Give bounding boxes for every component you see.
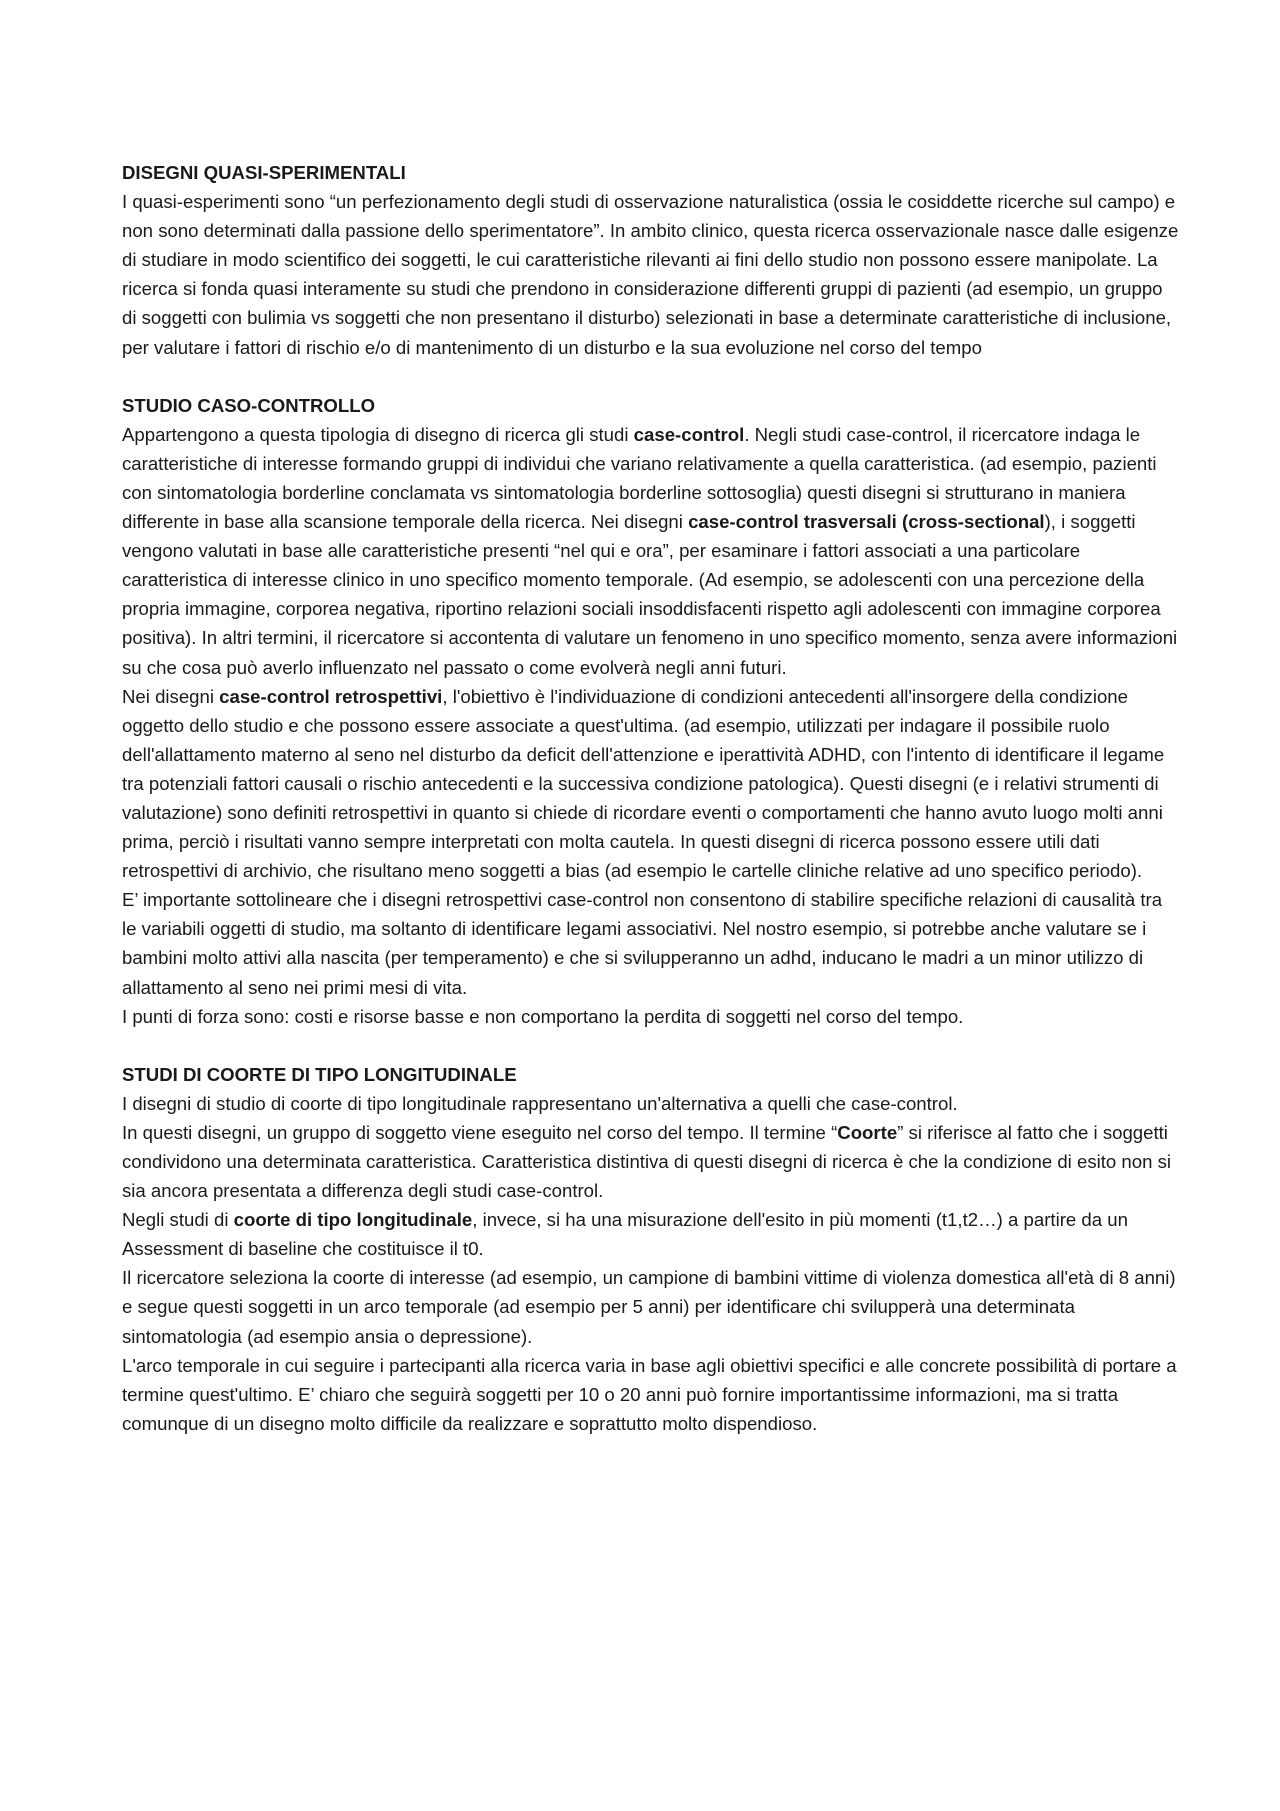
section-coorte-longitudinale bbox=[122, 1060, 1180, 1438]
bold-term: case-control trasversali (cross-sectional bbox=[688, 511, 1045, 533]
text-run: Appartengono a questa tipologia di disegno di ricerca gli studi bbox=[122, 423, 634, 445]
bold-term: case-control retrospettivi bbox=[219, 685, 443, 707]
text-run: Negli studi di bbox=[122, 1209, 234, 1231]
section-quasi-sperimentali bbox=[122, 158, 1180, 362]
text-run: , l'obiettivo è l'individuazione di condizioni antecedenti all'insorgere della condizione oggetto dello studio e che possono essere associate a quest'ultima. (ad esempio, utilizzati per indagare il possibile ruolo dell'allattamento materno al seno nel disturbo da deficit dell'attenzione e iperattività ADHD, con l'intento di identificare il legame tra potenziali fattori causali o rischio antecedenti e la successiva condizione patologica). Questi disegni (e i relativi strumenti di valutazione) sono definiti retrospettivi in quanto si chiede di ricordare eventi o comportamenti che hanno avuto luogo molti anni prima, perciò i risultati vanno sempre interpretati con molta cautela. In questi disegni di ricerca possono essere utili dati retrospettivi di archivio, che risultano meno soggetti a bias (ad esempio le cartelle cliniche relative ad uno specifico periodo). bbox=[122, 685, 1165, 882]
section-heading: DISEGNI QUASI-SPERIMENTALI bbox=[122, 162, 406, 183]
text-run: I quasi-esperimenti sono “un perfezionamento degli studi di osservazione naturalistica (ossia le cosiddette ricerche sul campo) e non sono determinati dalla passione dello sperimentatore”. In ambito clinico, questa ricerca osservazionale nasce dalle esigenze di studiare in modo scientifico dei soggetti, le cui caratteristiche rilevanti ai fini dello studio non possono essere manipolate. La ricerca si fonda quasi interamente su studi che prendono in considerazione differenti gruppi di pazienti (ad esempio, un gruppo di soggetti con bulimia vs soggetti che non presentano il disturbo) selezionati in base a determinate caratteristiche di inclusione, per valutare i fattori di rischio e/o di mantenimento di un disturbo e la sua evoluzione nel corso del tempo bbox=[122, 191, 1179, 358]
paragraph bbox=[122, 1351, 1180, 1438]
section-heading: STUDI DI COORTE DI TIPO LONGITUDINALE bbox=[122, 1063, 517, 1085]
paragraph bbox=[122, 885, 1180, 1001]
text-run: , invece, si ha una misurazione dell'esito in più momenti (t1,t2…) a partire da un Assessment di baseline che costituisce il t0. bbox=[122, 1209, 1128, 1260]
paragraph bbox=[122, 1002, 1180, 1031]
paragraph bbox=[122, 187, 1180, 362]
text-run: L'arco temporale in cui seguire i partecipanti alla ricerca varia in base agli obiettivi specifici e alle concrete possibilità di portare a termine quest'ultimo. E’ chiaro che seguirà soggetti per 10 o 20 anni può fornire importantissime informazioni, ma si tratta comunque di un disegno molto difficile da realizzare e soprattutto molto dispendioso. bbox=[122, 1354, 1177, 1434]
text-run: Nei disegni bbox=[122, 685, 220, 707]
section-heading: STUDIO CASO-CONTROLLO bbox=[122, 394, 376, 416]
paragraph bbox=[122, 1118, 1180, 1205]
text-run: I punti di forza sono: costi e risorse basse e non comportano la perdita di soggetti nel corso del tempo. bbox=[122, 1005, 964, 1027]
paragraph bbox=[122, 1263, 1180, 1350]
text-run: ), i soggetti vengono valutati in base alle caratteristiche presenti “nel qui e ora”, per esaminare i fattori associati a una particolare caratteristica di interesse clinico in uno specifico momento temporale. (Ad esempio, se adolescenti con una percezione della propria immagine, corporea negativa, riportino relazioni sociali insoddisfacenti rispetto agli adolescenti con immagine corporea positiva). In altri termini, il ricercatore si accontenta di valutare un fenomeno in uno specifico momento, senza avere informazioni su che cosa può averlo influenzato nel passato o come evolverà negli anni futuri. bbox=[122, 511, 1178, 678]
bold-term: Coorte bbox=[837, 1121, 898, 1143]
text-run: I disegni di studio di coorte di tipo longitudinale rappresentano un'alternativa a quelli che case-control. bbox=[122, 1092, 958, 1114]
section-caso-controllo bbox=[122, 391, 1180, 1031]
bold-term: coorte di tipo longitudinale bbox=[233, 1209, 473, 1231]
text-run: E’ importante sottolineare che i disegni retrospettivi case-control non consentono di stabilire specifiche relazioni di causalità tra le variabili oggetti di studio, ma soltanto di identificare legami associativi. Nel nostro esempio, si potrebbe anche valutare se i bambini molto attivi alla nascita (per temperamento) e che si svilupperanno un adhd, inducano le madri a un minor utilizzo di allattamento al seno nei primi mesi di vita. bbox=[122, 889, 1163, 998]
bold-term: case-control bbox=[633, 423, 745, 445]
paragraph bbox=[122, 1089, 1180, 1118]
text-run: In questi disegni, un gruppo di soggetto viene eseguito nel corso del tempo. Il termine “ bbox=[122, 1121, 838, 1143]
text-run: Il ricercatore seleziona la coorte di interesse (ad esempio, un campione di bambini vittime di violenza domestica all'età di 8 anni) e segue questi soggetti in un arco temporale (ad esempio per 5 anni) per identificare chi svilupperà una determinata sintomatologia (ad esempio ansia o depressione). bbox=[122, 1267, 1176, 1347]
text-run: ” si riferisce al fatto che i soggetti condividono una determinata caratteristica. Caratteristica distintiva di questi disegni di ricerca è che la condizione di esito non si sia ancora presentata a differenza degli studi case-control. bbox=[122, 1121, 1172, 1202]
text-run: . Negli studi case-control, il ricercatore indaga le caratteristiche di interesse formando gruppi di individui che variano relativamente a quella caratteristica. (ad esempio, pazienti con sintomatologia borderline conclamata vs sintomatologia borderline sottosoglia) questi disegni si strutturano in maniera differente in base alla scansione temporale della ricerca. Nei disegni bbox=[122, 423, 1157, 533]
paragraph bbox=[122, 420, 1180, 682]
paragraph bbox=[122, 1205, 1180, 1263]
paragraph bbox=[122, 682, 1180, 886]
